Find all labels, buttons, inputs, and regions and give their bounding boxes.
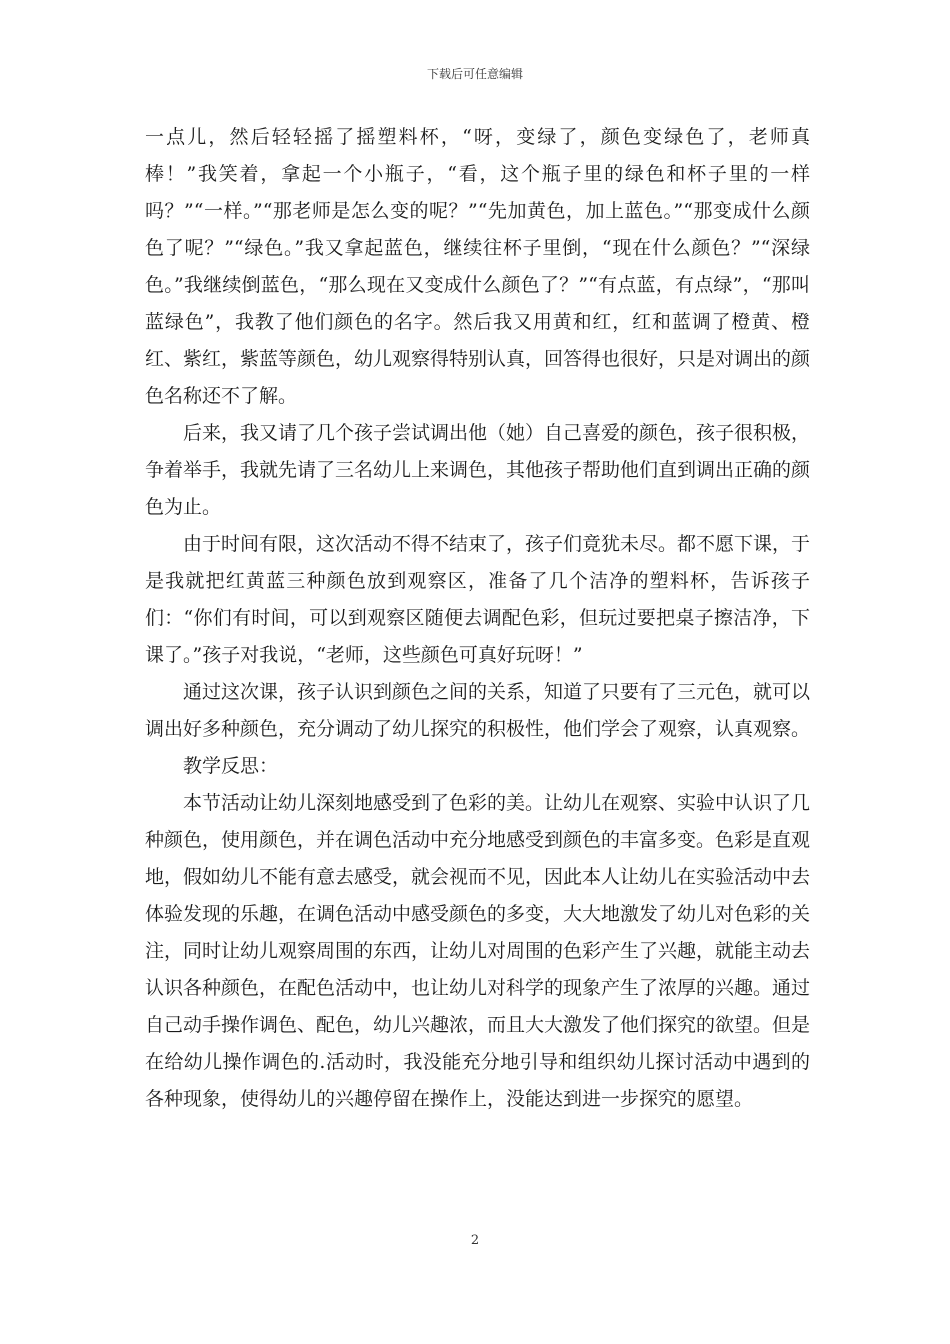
paragraph-continued: 一点儿，然后轻轻摇了摇塑料杯，“呀，变绿了，颜色变绿色了，老师真棒！”我笑着，拿起一个小瓶子，“看，这个瓶子里的绿色和杯子里的一样吗？”“一样。”“那老师是怎么变的呢？”“先加黄色，加上蓝色。”“那变成什么颜色了呢？”“绿色。”我又拿起蓝色，继续往杯子里倒，“现在什么颜色？”“深绿色。”我继续倒蓝色，“那么现在又变成什么颜色了？”“有点蓝，有点绿”，“那叫蓝绿色”，我教了他们颜色的名字。然后我又用黄和红，红和蓝调了橙黄、橙红、紫红，紫蓝等颜色，幼儿观察得特别认真，回答得也很好，只是对调出的颜色名称还不了解。 [145,126,811,407]
section-heading: 教学反思： [183,755,279,777]
paragraph: 通过这次课，孩子认识到颜色之间的关系，知道了只要有了三元色，就可以调出好多种颜色，充分调动了幼儿探究的积极性，他们学会了观察，认真观察。 [145,681,811,740]
page-number: 2 [470,1233,480,1248]
document-body [145,119,810,1118]
page-header: 下载后可任意编辑 [426,67,523,81]
paragraph: 本节活动让幼儿深刻地感受到了色彩的美。让幼儿在观察、实验中认识了几种颜色，使用颜色，并在调色活动中充分地感受到颜色的丰富多变。色彩是直观地，假如幼儿不能有意去感受，就会视而不见，因此本人让幼儿在实验活动中去体验发现的乐趣，在调色活动中感受颜色的多变，大大地激发了幼儿对色彩的关注，同时让幼儿观察周围的东西，让幼儿对周围的色彩产生了兴趣，就能主动去认识各种颜色，在配色活动中，也让幼儿对科学的现象产生了浓厚的兴趣。通过自己动手操作调色、配色，幼儿兴趣浓，而且大大激发了他们探究的欲望。但是在给幼儿操作调色的.活动时，我没能充分地引导和组织幼儿探讨活动中遇到的各种现象，使得幼儿的兴趣停留在操作上，没能达到进一步探究的愿望。 [145,792,811,1110]
paragraph: 后来，我又请了几个孩子尝试调出他（她）自己喜爱的颜色，孩子很积极，争着举手，我就先请了三名幼儿上来调色，其他孩子帮助他们直到调出正确的颜色为止。 [145,422,811,518]
paragraph: 由于时间有限，这次活动不得不结束了，孩子们竟犹未尽。都不愿下课，于是我就把红黄蓝三种颜色放到观察区，准备了几个洁净的塑料杯，告诉孩子们：“你们有时间，可以到观察区随便去调配色彩，但玩过要把桌子擦洁净，下课了。”孩子对我说，“老师，这些颜色可真好玩呀！” [145,533,811,666]
